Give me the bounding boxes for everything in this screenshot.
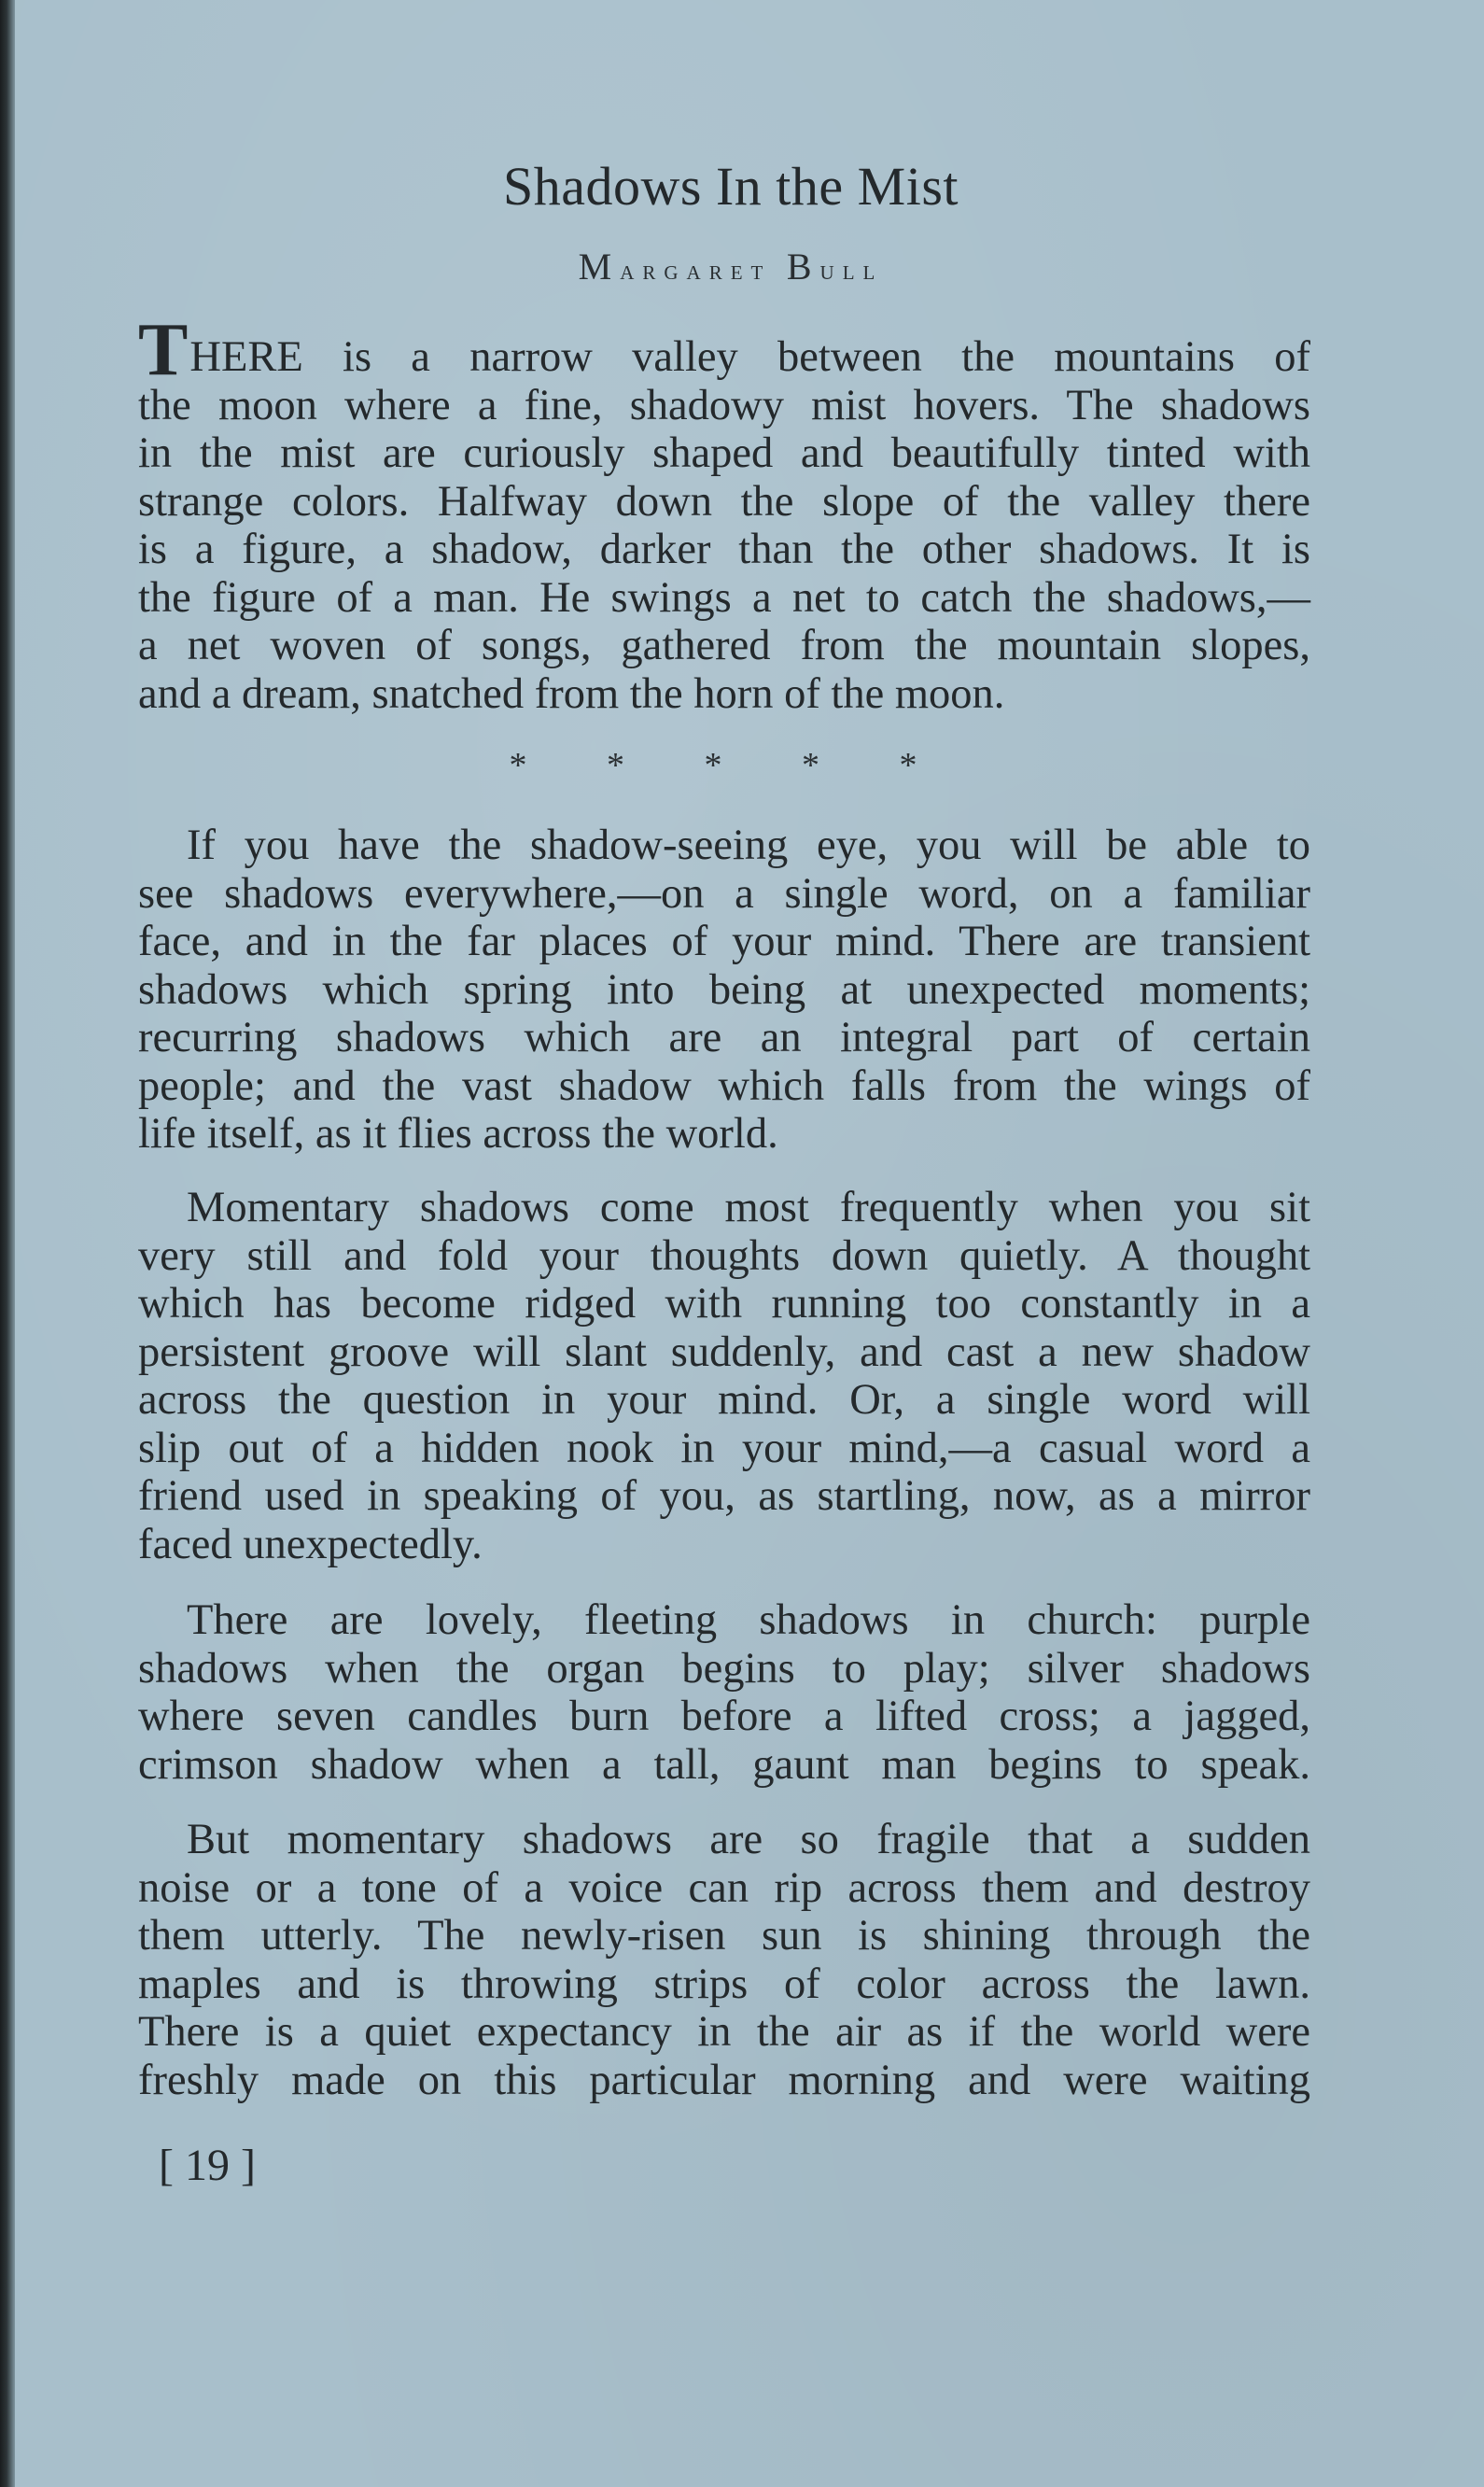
author-last-initial: B	[786, 246, 820, 288]
text-line: the figure of a man. He swings a net to catch the shadows,—	[138, 573, 1310, 622]
text-line: people; and the vast shadow which falls from the wings of	[138, 1061, 1310, 1110]
text-line: and a dream, snatched from the horn of the moon.	[138, 669, 1005, 718]
text-line: shadows which spring into being at unexpected moments;	[138, 965, 1310, 1014]
page-number: [ 19 ]	[159, 2141, 256, 2190]
text-line: shadows when the organ begins to play; silver shadows	[138, 1644, 1310, 1693]
text-line: noise or a tone of a voice can rip across them and destroy	[138, 1863, 1310, 1912]
text-line: But momentary shadows are so fragile that a sudden	[187, 1816, 1310, 1863]
text-line: recurring shadows which are an integral part of certain	[138, 1014, 1310, 1061]
text-line: Momentary shadows come most frequently when you sit	[187, 1184, 1310, 1231]
text-line: across the question in your mind. Or, a single word will	[138, 1376, 1310, 1424]
author-first-initial: M	[578, 246, 621, 288]
text-line: maples and is throwing strips of color across the lawn.	[138, 1960, 1310, 2008]
book-spine-edge	[0, 0, 15, 2487]
text-line: them utterly. The newly-risen sun is shining through the	[138, 1912, 1310, 1960]
author-name	[0, 245, 1462, 288]
text-line: There is a quiet expectancy in the air as if the world were	[138, 2008, 1310, 2056]
paragraph-1	[138, 822, 1310, 1159]
text-line: friend used in speaking of you, as startling, now, as a mirror	[138, 1472, 1310, 1520]
text-line: where seven candles burn before a lifted cross; a jagged,	[138, 1693, 1310, 1740]
text-line: slip out of a hidden nook in your mind,—a casual word a	[138, 1424, 1310, 1472]
text-line: There are lovely, fleeting shadows in church: purple	[187, 1596, 1310, 1644]
text-line: which has become ridged with running too constantly in a	[138, 1280, 1310, 1328]
text-line: If you have the shadow-seeing eye, you will be able to	[187, 822, 1310, 869]
text-line: faced unexpectedly.	[138, 1520, 483, 1568]
paragraph-3	[138, 1596, 1310, 1789]
text-line: is a figure, a shadow, darker than the other shadows. It is	[138, 526, 1310, 573]
drop-cap: T	[138, 309, 189, 391]
page-title: Shadows In the Mist	[503, 156, 959, 217]
intro-paragraph	[138, 309, 1310, 718]
text-line: the moon where a fine, shadowy mist hovers. The shadows	[138, 381, 1310, 429]
author-last-rest: ull	[819, 255, 884, 286]
text-line: persistent groove will slant suddenly, and cast a new shadow	[138, 1328, 1310, 1376]
text-line: freshly made on this particular morning and were waiting	[138, 2056, 1310, 2104]
text-line: THERE is a narrow valley between the mountains of	[138, 309, 1310, 391]
text-line: strange colors. Halfway down the slope of the valley there	[138, 477, 1310, 526]
text-line: see shadows everywhere,—on a single word, on a familiar	[138, 869, 1310, 918]
text-line: face, and in the far places of your mind. There are transient	[138, 918, 1310, 965]
text-line: life itself, as it flies across the world.	[138, 1110, 778, 1158]
text-line: in the mist are curiously shaped and beautifully tinted with	[138, 429, 1310, 477]
paragraph-4	[138, 1816, 1310, 2104]
text-line: a net woven of songs, gathered from the mountain slopes,	[138, 622, 1310, 669]
text-line: crimson shadow when a tall, gaunt man begins to speak.	[138, 1740, 1310, 1789]
text-line: very still and fold your thoughts down quietly. A thought	[138, 1231, 1310, 1280]
section-separator: * * * * *	[509, 746, 953, 785]
author-first-rest: argaret	[620, 255, 772, 286]
paragraph-2	[138, 1184, 1310, 1568]
